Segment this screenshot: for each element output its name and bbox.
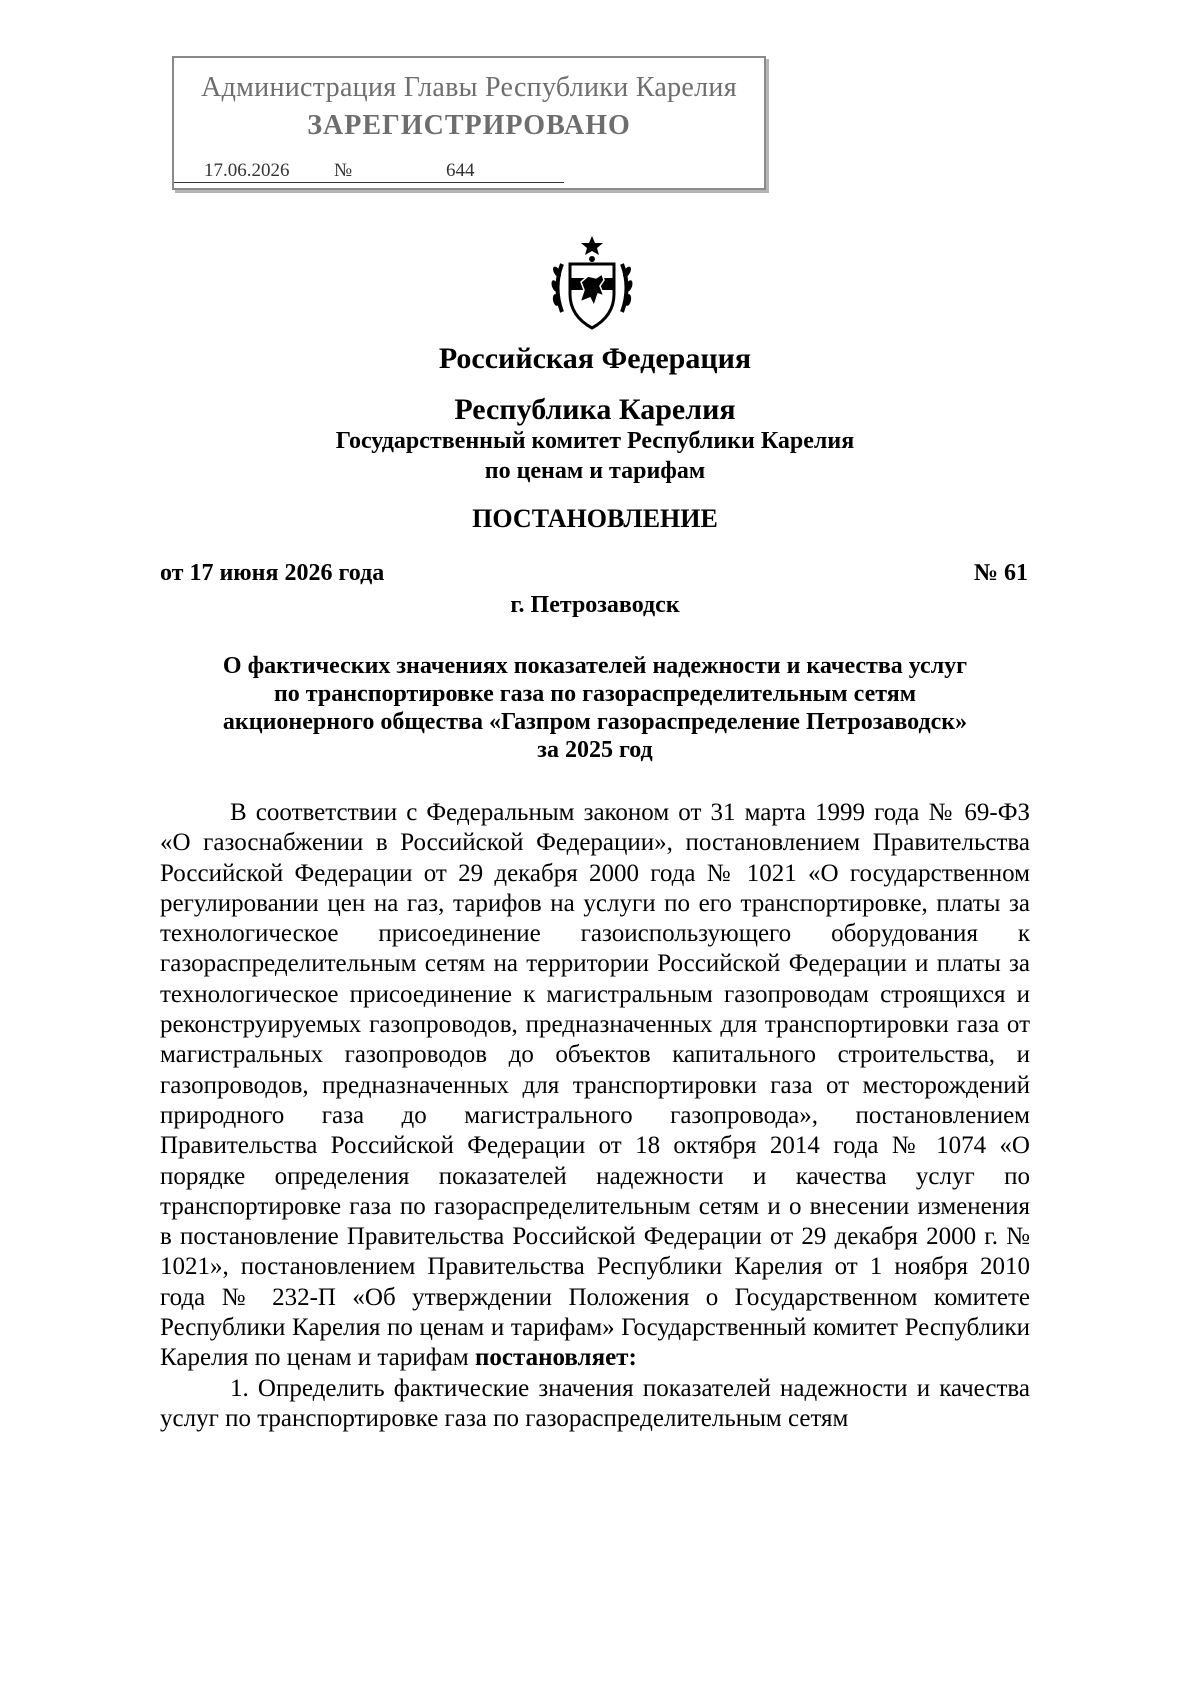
stamp-registration-line bbox=[174, 160, 564, 183]
document-type: ПОСТАНОВЛЕНИЕ bbox=[472, 504, 718, 533]
title-line4: за 2025 год bbox=[537, 737, 653, 763]
title-line3: акционерного общества «Газпром газораспределение Петрозаводск» bbox=[222, 709, 968, 735]
paragraph-1-decree-word: постановляет: bbox=[475, 1344, 637, 1372]
document-date: от 17 июня 2026 года bbox=[160, 560, 385, 586]
document-city: г. Петрозаводск bbox=[510, 592, 680, 618]
stamp-number-label: № bbox=[334, 160, 353, 181]
title-line1: О фактических значениях показателей надежности и качества услуг bbox=[222, 653, 968, 679]
stamp-date: 17.06.2026 bbox=[204, 160, 290, 181]
title-line2: по транспортировке газа по газораспределительным сетям bbox=[273, 681, 917, 707]
paragraph-1-text: В соответствии с Федеральным законом от 31 марта 1999 года № 69-ФЗ «О газоснабжении в Российской Федерации», постановлением Правительства Российской Федерации от 29 декабря 2000 года № 1021 «О государственном регулировании цен на газ, тарифов на услуги по его транспортировке, платы за технологическое присоединение газоиспользующего оборудования к газораспределительным сетям на территории Российской Федерации и платы за технологическое присоединение к магистральным газопроводам строящихся и реконструируемых газопроводов, предназначенных для транспортировки газа от магистральных газопроводов до объектов капитального строительства, и газопроводов, предназначенных для транспортировки газа от месторождений природного газа до магистрального газопровода», постановлением Правительства Российской Федерации от 18 октября 2014 года № 1074 «О порядке определения показателей надежности и качества услуг по транспортировке газа по газораспределительным сетям и о внесении изменения в постановление Правительства Российской Федерации от 29 декабря 2000 г. № 1021», постановлением Правительства Республики Карелия от 1 ноября 2010 года № 232-П «Об утверждении Положения о Государственном комитете Республики Карелия по ценам и тарифам» Государственный комитет Республики Карелия по ценам и тарифам bbox=[160, 799, 1030, 1372]
stamp-authority: Администрация Главы Республики Карелия bbox=[201, 72, 737, 103]
committee-heading-line2: по ценам и тарифам bbox=[484, 458, 706, 484]
committee-heading-line1: Государственный комитет Республики Карелия bbox=[335, 428, 855, 454]
body-paragraph-1 bbox=[160, 798, 1030, 1374]
document-number: № 61 bbox=[973, 560, 1028, 586]
document-body bbox=[160, 798, 1030, 1434]
stamp-status: ЗАРЕГИСТРИРОВАНО bbox=[307, 110, 631, 141]
coat-of-arms-icon bbox=[548, 234, 636, 334]
republic-heading: Республика Карелия bbox=[454, 393, 736, 426]
body-paragraph-2: 1. Определить фактические значения показателей надежности и качества услуг по транспортировке газа по газораспределительным сетям bbox=[160, 1374, 1030, 1432]
document-title bbox=[160, 652, 1030, 764]
country-heading: Российская Федерация bbox=[438, 342, 752, 375]
stamp-number: 644 bbox=[446, 160, 475, 181]
registration-stamp bbox=[172, 56, 766, 190]
